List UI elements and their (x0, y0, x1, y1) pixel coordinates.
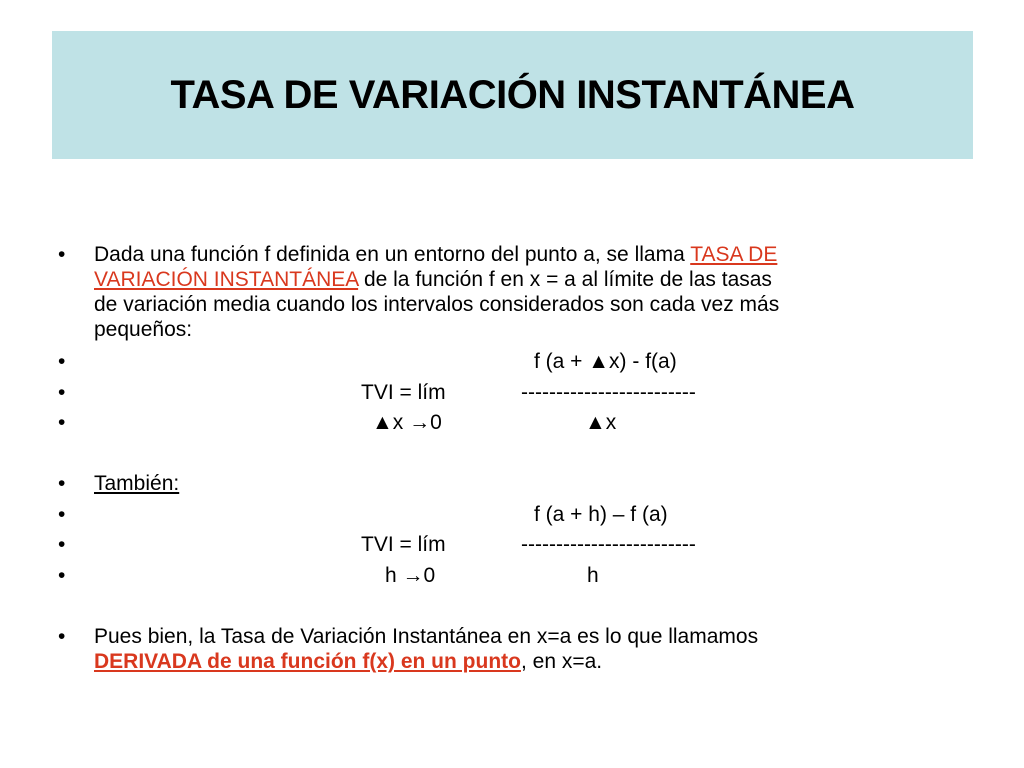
bullet: • (58, 625, 66, 648)
page-title: TASA DE VARIACIÓN INSTANTÁNEA (170, 72, 855, 117)
intro-line-3: de variación media cuando los intervalos considerados son cada vez más (94, 293, 780, 316)
bullet: • (58, 503, 66, 526)
bullet: • (58, 533, 66, 556)
intro-line-4: pequeños: (94, 318, 193, 341)
formula1-denominator: ▲x (585, 411, 617, 434)
conclusion-line-1: Pues bien, la Tasa de Variación Instantánea en x=a es lo que llamamos (94, 625, 759, 648)
formula1-limit: ▲x →0 (372, 411, 442, 434)
bullet: • (58, 350, 66, 373)
bullet: • (58, 243, 66, 266)
conclusion-line-2: DERIVADA de una función f(x) en un punto, en x=a. (94, 650, 603, 673)
intro-line-2: VARIACIÓN INSTANTÁNEA de la función f en x = a al límite de las tasas (94, 268, 772, 291)
bullet: • (58, 472, 66, 495)
arrow-right-icon: → (402, 564, 424, 587)
formula1-lhs: TVI = lím (361, 381, 446, 404)
bullet: • (58, 564, 66, 587)
arrow-right-icon: → (409, 411, 431, 434)
formula2-fraction-bar: ------------------------- (521, 533, 696, 556)
term-link: TASA DE (690, 243, 778, 266)
derivada-term: DERIVADA de una función f(x) en un punto (94, 650, 521, 673)
formula2-lhs: TVI = lím (361, 533, 446, 556)
formula1-numerator: f (a + ▲x) - f(a) (534, 350, 677, 373)
term-link: VARIACIÓN INSTANTÁNEA (94, 268, 359, 291)
formula2-limit: h →0 (385, 564, 436, 587)
intro-line-1: Dada una función f definida en un entorno del punto a, se llama TASA DE (94, 243, 778, 266)
tambien-label: También: (94, 472, 180, 495)
bullet: • (58, 411, 66, 434)
bullet: • (58, 381, 66, 404)
formula2-denominator: h (587, 564, 599, 587)
formula2-numerator: f (a + h) – f (a) (534, 503, 668, 526)
formula1-fraction-bar: ------------------------- (521, 381, 696, 404)
